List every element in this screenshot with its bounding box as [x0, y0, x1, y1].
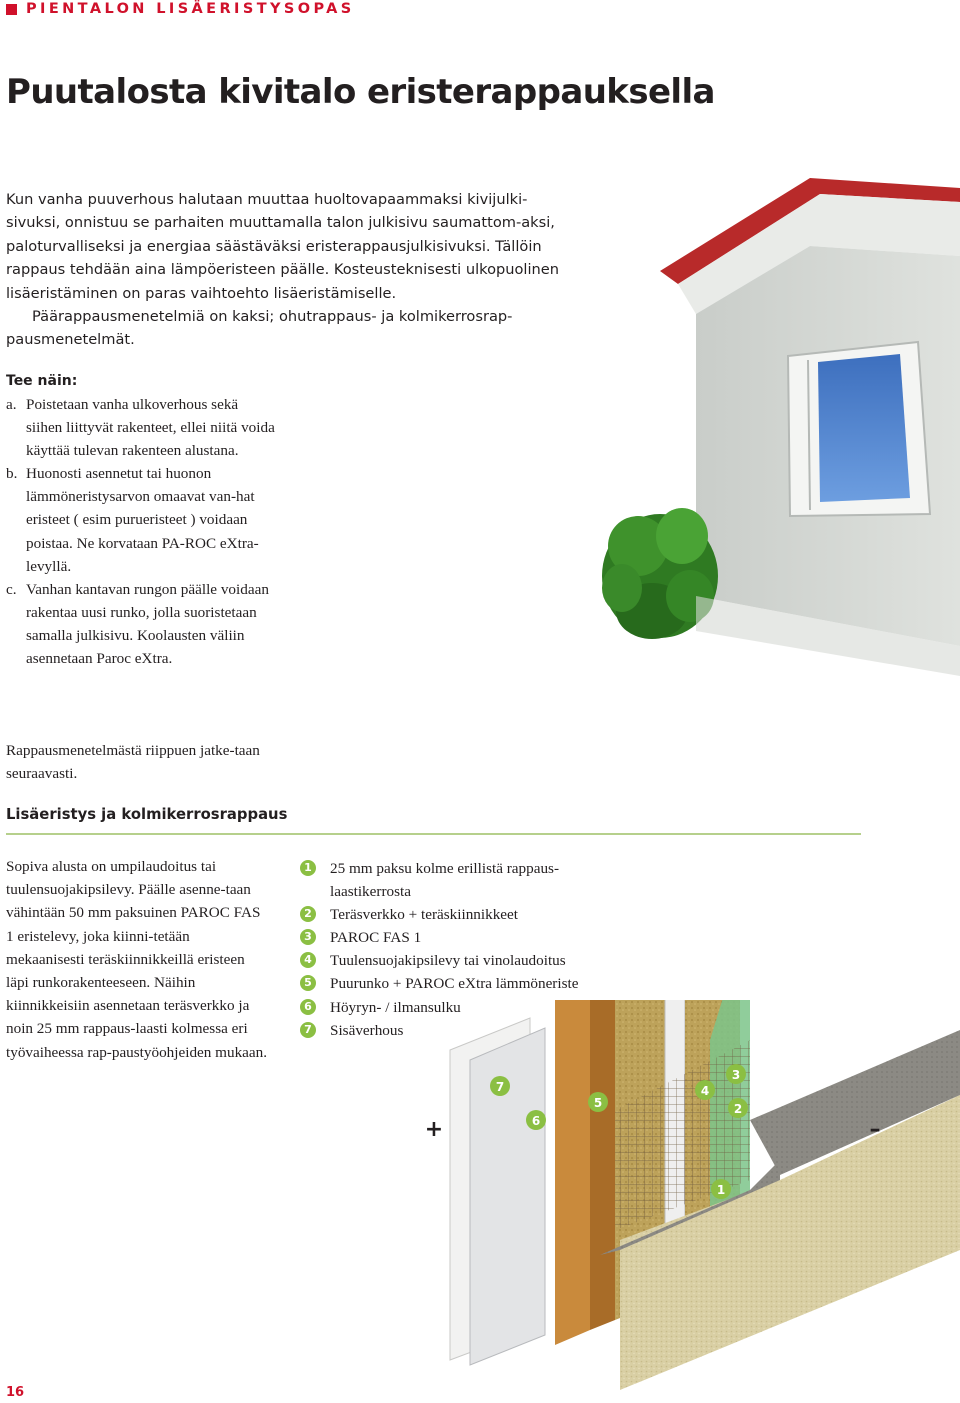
legend-item [300, 903, 620, 926]
minus-sign: – [869, 1117, 881, 1142]
page-title: Puutalosta kivitalo eristerappauksella [6, 72, 715, 112]
callout-number: 4 [700, 1084, 710, 1098]
step-item [6, 578, 276, 670]
legend-number-badge: 2 [300, 906, 316, 922]
layer-vapour-barrier [470, 1028, 545, 1365]
legend-number-badge: 5 [300, 975, 316, 991]
diagram-callout [711, 1179, 731, 1199]
step-letter: c. [6, 580, 17, 598]
intro-paragraph-1: Kun vanha puuverhous halutaan muuttaa huoltovapaammaksi kivijulki-sivuksi, onnistuu se parhaiten muuttamalla talon julkisivu saumattom-aksi, paloturvalliseksi ja energiaa säästäväksi eristerappausjulkisivuksi. Tällöin rappaus tehdään aina lämpöeristeen päälle. Kosteusteknisesti ulkopuolinen lisäeristäminen on paras vaihtoehto lisäeristämiselle. [6, 191, 560, 302]
legend-item [300, 926, 620, 949]
intro-paragraph-2: Päärappausmenetelmiä on kaksi; ohutrappaus- ja kolmikerrosrap-pausmenetelmät. [6, 308, 513, 349]
diagram-callout [726, 1064, 746, 1084]
callout-number: 1 [716, 1183, 726, 1197]
callout-number: 6 [531, 1114, 541, 1128]
legend-text: Höyryn- / ilmansulku [330, 998, 461, 1016]
callout-number: 7 [495, 1080, 505, 1094]
callout-number: 2 [733, 1102, 743, 1116]
step-letter: b. [6, 465, 18, 483]
legend-item [300, 972, 620, 995]
legend-number-badge: 1 [300, 860, 316, 876]
step-text: Vanhan kantavan rungon päälle voidaan rakentaa uusi runko, jolla suoristetaan samalla julkisivu. Koolausten väliin asennetaan Paroc eXtra. [26, 580, 269, 668]
legend-text: Sisäverhous [330, 1021, 404, 1039]
house-illustration [600, 176, 960, 676]
window-glass [818, 354, 910, 502]
step-letter: a. [6, 396, 17, 413]
header-marker [6, 4, 17, 15]
header-label: PIENTALON LISÄERISTYSOPAS [26, 1, 355, 17]
legend-number-badge: 7 [300, 1022, 316, 1038]
section-heading: Lisäeristys ja kolmikerrosrappaus [6, 806, 288, 823]
callout-number: 5 [593, 1096, 603, 1110]
legend-number-badge: 4 [300, 952, 316, 968]
step-item [6, 393, 276, 462]
diagram-callout [490, 1076, 510, 1096]
legend-text: PAROC FAS 1 [330, 929, 422, 947]
page-number: 16 [6, 1385, 25, 1400]
diagram-callout [728, 1098, 748, 1118]
diagram-callout [526, 1110, 546, 1130]
diagram-callout [695, 1080, 715, 1100]
diagram-callout [588, 1092, 608, 1112]
legend-text: 25 mm paksu kolme erillistä rappaus-laastikerrosta [330, 860, 560, 901]
legend-text: Teräsverkko + teräskiinnikkeet [330, 906, 518, 924]
section-lead-text: Sopiva alusta on umpilaudoitus tai tuulensuojakipsilevy. Päälle asenne-taan vähintään 50 mm paksuinen PAROC FAS 1 eristelevy, joka kiinni-tetään mekaanisesti teräskiinnikkeillä eristeen läpi runkorakenteeseen. Näihin kiinnikkeisiin asennetaan teräsverkko ja noin 25 mm rappaus-laasti kolmessa eri työvaiheessa rap-paustyöohjeiden mukaan. [6, 858, 268, 1061]
step-text: Poistetaan vanha ulkoverhous sekä siihen liittyvät rakenteet, ellei niitä voida käyttää tulevan rakenteen alustana. [26, 396, 275, 460]
step-text: Huonosti asennetut tai huonon lämmöneristysarvon omaavat van-hat eristeet ( esim purueristeet ) voidaan poistaa. Ne korvataan PA-ROC eXtra-levyllä. [26, 465, 259, 575]
plus-sign: + [424, 1117, 444, 1142]
legend-number-badge: 6 [300, 999, 316, 1015]
section-divider [6, 833, 861, 835]
steps-list [6, 393, 276, 670]
continue-text: Rappausmenetelmästä riippuen jatke-taan seuraavasti. [6, 742, 260, 783]
steps-heading: Tee näin: [6, 373, 78, 389]
layer-timber-stud [555, 1000, 590, 1345]
intro-text [6, 188, 571, 352]
callout-number: 3 [731, 1068, 741, 1082]
legend-text: Puurunko + PAROC eXtra lämmöneriste [330, 975, 579, 993]
legend-number-badge: 3 [300, 929, 316, 945]
legend-item [300, 857, 620, 903]
step-item [6, 462, 276, 577]
legend-item [300, 949, 620, 972]
legend-text: Tuulensuojakipsilevy tai vinolaudoitus [330, 952, 566, 970]
wall-section-illustration [420, 1000, 960, 1400]
